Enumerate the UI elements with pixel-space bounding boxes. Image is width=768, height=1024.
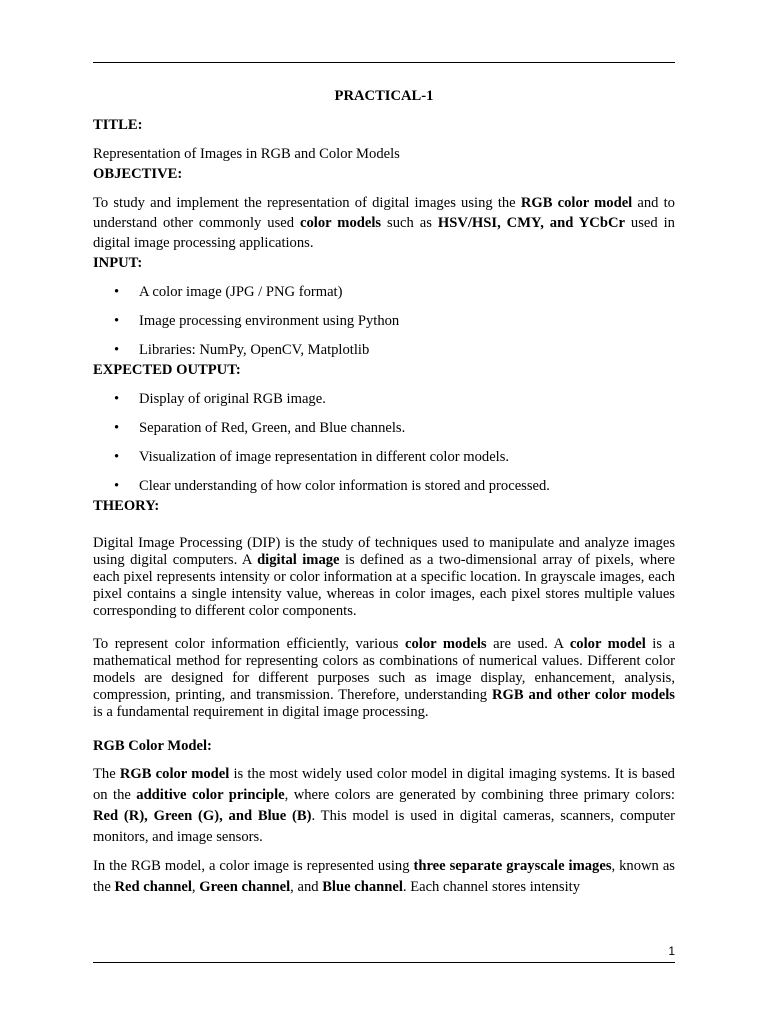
list-item (93, 311, 675, 331)
rgb-text: , known as the (93, 858, 675, 895)
header-rule (93, 62, 675, 63)
objective-bold: RGB color model (520, 195, 633, 211)
rgb-bold: Blue channel (322, 879, 403, 895)
list-item-text: Image processing environment using Python (139, 313, 400, 329)
title-heading: TITLE: (93, 117, 143, 133)
theory-heading: THEORY: (93, 498, 160, 514)
objective-text: used in digital image processing applications. (93, 215, 675, 251)
practical-title: PRACTICAL-1 (334, 88, 434, 104)
bullet-icon: • (114, 284, 120, 300)
objective-bold: HSV/HSI, CMY, and YCbCr (437, 215, 625, 231)
output-list (93, 389, 675, 496)
objective-heading: OBJECTIVE: (93, 166, 183, 182)
rgb-text: . This model is used in digital cameras, scanners, computer monitors, and image sensors. (93, 808, 675, 845)
list-item-text: Clear understanding of how color information is stored and processed. (139, 478, 550, 494)
rgb-text: . Each channel stores intensity (402, 879, 580, 895)
objective-text: To study and implement the representation of digital images using the (93, 195, 521, 211)
objective-text: and to understand other commonly used (93, 195, 675, 231)
list-item-text: A color image (JPG / PNG format) (139, 284, 343, 300)
theory-bold: RGB and other color models (492, 687, 675, 703)
input-heading: INPUT: (93, 255, 143, 271)
theory-section (93, 535, 675, 721)
title-text: Representation of Images in RGB and Color Models (93, 146, 400, 162)
list-item (93, 282, 675, 302)
theory-text: are used. A (486, 636, 570, 652)
rgb-paragraph (93, 764, 675, 848)
rgb-text: , where colors are generated by combining three primary colors: (284, 787, 675, 803)
theory-text: is defined as a two-dimensional array of pixels, where each pixel represents intensity or color information at a specific location. In grayscale images, each pixel contains a single intensity value, whereas in color images, each pixel stores multiple values corresponding to different color components. (93, 552, 676, 619)
rgb-bold: Red channel (114, 879, 192, 895)
bullet-icon: • (114, 391, 120, 407)
page-number: 1 (668, 944, 675, 958)
rgb-text: , and (290, 879, 323, 895)
rgb-heading: RGB Color Model: (93, 738, 212, 754)
bullet-icon: • (114, 342, 120, 358)
rgb-text: The (93, 766, 120, 782)
list-item (93, 447, 675, 467)
objective-paragraph (93, 193, 675, 253)
list-item (93, 340, 675, 360)
rgb-text: , (191, 879, 200, 895)
objective-text: such as (381, 215, 438, 231)
bullet-icon: • (114, 313, 120, 329)
rgb-paragraph (93, 856, 675, 898)
list-item-text: Display of original RGB image. (139, 391, 326, 407)
expected-output-heading: EXPECTED OUTPUT: (93, 362, 241, 378)
bullet-icon: • (114, 449, 120, 465)
list-item-text: Libraries: NumPy, OpenCV, Matplotlib (139, 342, 370, 358)
footer-rule (93, 962, 675, 963)
theory-text: is a mathematical method for representing colors as combinations of numerical values. Different color models are designed for different purposes such as image display, enhancement, analysis, compression, printing, and transmission. Therefore, understanding (93, 636, 675, 703)
input-list (93, 282, 675, 360)
theory-paragraph (93, 636, 675, 721)
rgb-bold: additive color principle (136, 787, 285, 803)
theory-text: Digital Image Processing (DIP) is the study of techniques used to manipulate and analyze images using digital computers. A (93, 535, 675, 568)
document-body (93, 86, 675, 898)
list-item-text: Separation of Red, Green, and Blue channels. (139, 420, 406, 436)
rgb-bold: three separate grayscale images (413, 858, 612, 874)
rgb-bold: RGB color model (119, 766, 230, 782)
theory-text: is a fundamental requirement in digital image processing. (93, 704, 429, 720)
rgb-bold: Red (R), Green (G), and Blue (B) (93, 808, 312, 824)
bullet-icon: • (114, 420, 120, 436)
objective-bold: color models (300, 215, 382, 231)
theory-text: To represent color information efficiently, various (93, 636, 405, 652)
list-item-text: Visualization of image representation in different color models. (139, 449, 510, 465)
theory-bold: color model (569, 636, 646, 652)
rgb-text: is the most widely used color model in digital imaging systems. It is based on the (93, 766, 675, 803)
theory-bold: color models (404, 636, 487, 652)
theory-bold: digital image (257, 552, 340, 568)
theory-paragraph (93, 535, 675, 620)
rgb-bold: Green channel (199, 879, 291, 895)
list-item (93, 418, 675, 438)
rgb-text: In the RGB model, a color image is represented using (93, 858, 414, 874)
list-item (93, 389, 675, 409)
bullet-icon: • (114, 478, 120, 494)
list-item (93, 476, 675, 496)
